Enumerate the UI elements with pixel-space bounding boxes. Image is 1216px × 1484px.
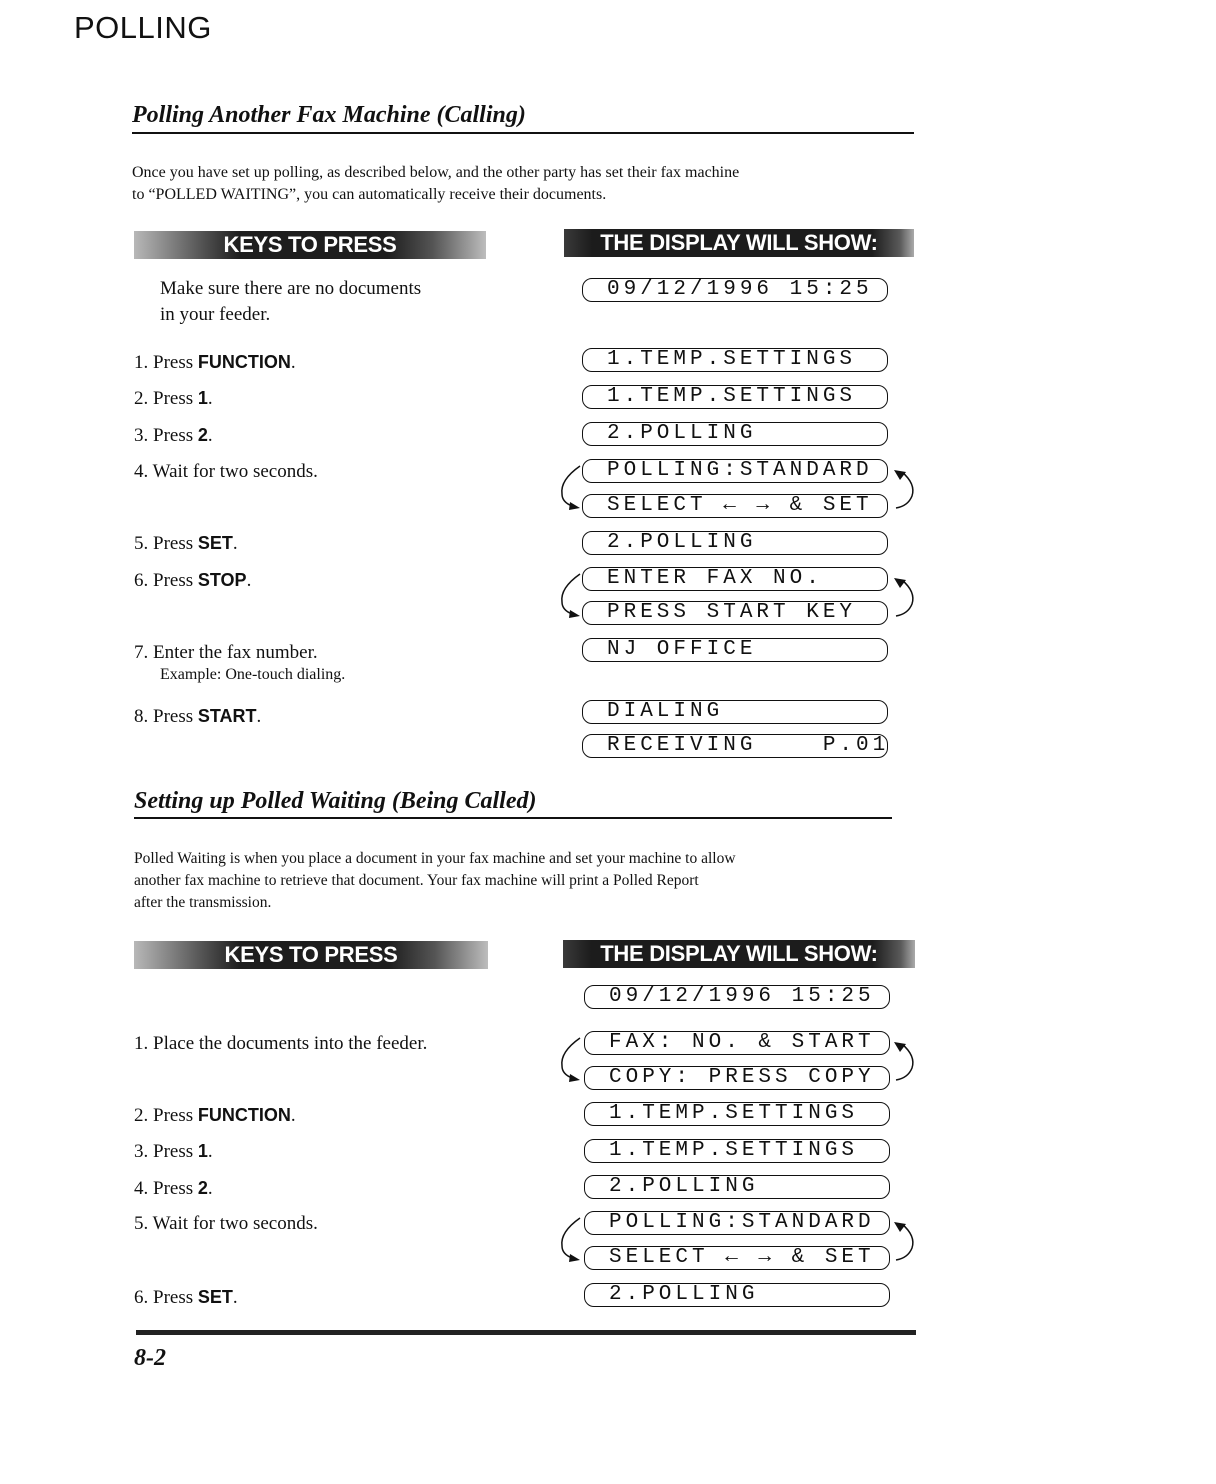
cycle-arrows-icon (550, 566, 930, 632)
step-end: . (207, 1178, 213, 1199)
step-key: 1 (197, 388, 208, 408)
step-number: 4. (134, 461, 149, 482)
keys-to-press-banner: KEYS TO PRESS (134, 231, 486, 259)
step (134, 1102, 296, 1129)
step-end: . (256, 706, 262, 727)
step-end: . (246, 570, 252, 591)
step-key: STOP (197, 570, 247, 590)
step-key: FUNCTION (197, 1105, 291, 1125)
step-text: Place the documents into the feeder. (153, 1033, 428, 1054)
step-text: Press (153, 352, 198, 373)
step-number: 1. (134, 352, 149, 373)
display-will-show-banner: THE DISPLAY WILL SHOW: (564, 229, 914, 257)
step-number: 7. (134, 642, 149, 663)
step-key: FUNCTION (197, 352, 291, 372)
lcd-display: POLLING:STANDARD (584, 1211, 890, 1235)
step-end: . (232, 533, 238, 554)
step-number: 2. (134, 388, 149, 409)
step-text: Press (153, 1287, 198, 1308)
lcd-display: ENTER FAX NO. (582, 567, 888, 591)
step-text: Press (153, 1178, 198, 1199)
section1-rule (132, 132, 914, 134)
lcd-display: DIALING (582, 700, 888, 724)
keys-to-press-banner: KEYS TO PRESS (134, 941, 488, 969)
intro-line: another fax machine to retrieve that document. Your fax machine will print a Polled Report (134, 872, 699, 889)
step-text: Enter the fax number. (153, 642, 318, 663)
step (134, 458, 318, 485)
lcd-display: NJ OFFICE (582, 638, 888, 662)
step-text: Press (153, 388, 198, 409)
lcd-display: FAX: NO. & START (584, 1031, 890, 1055)
step (134, 349, 296, 376)
lcd-display: 09/12/1996 15:25 (582, 278, 888, 302)
section2-intro (134, 848, 736, 914)
step-number: 3. (134, 1141, 149, 1162)
footer-rule (136, 1330, 916, 1335)
step-number: 6. (134, 1287, 149, 1308)
step (134, 385, 213, 412)
step-key: 2 (197, 1178, 208, 1198)
pre-step-note (160, 276, 421, 328)
step-number: 3. (134, 425, 149, 446)
step (134, 1175, 213, 1202)
lcd-display: 2.POLLING (584, 1175, 890, 1199)
step-key: SET (197, 533, 233, 553)
step-number: 5. (134, 1213, 149, 1234)
step-text: Press (153, 1141, 198, 1162)
pre-step-line: in your feeder. (160, 304, 271, 325)
step-number: 4. (134, 1178, 149, 1199)
step-key: 2 (197, 425, 208, 445)
lcd-display: 1.TEMP.SETTINGS (584, 1102, 890, 1126)
lcd-display: 09/12/1996 15:25 (584, 985, 890, 1009)
step-key: SET (197, 1287, 233, 1307)
intro-line: Once you have set up polling, as described below, and the other party has set their fax machine (132, 164, 740, 181)
step (134, 639, 318, 666)
step (134, 703, 261, 730)
step-number: 2. (134, 1105, 149, 1126)
lcd-display: 2.POLLING (584, 1283, 890, 1307)
step-text: Press (153, 1105, 198, 1126)
section2-title: Setting up Polled Waiting (Being Called) (134, 788, 537, 814)
section1-intro (132, 162, 739, 206)
step-note: Example: One-touch dialing. (160, 666, 346, 683)
step-text: Press (153, 533, 198, 554)
step-text: Wait for two seconds. (152, 1213, 318, 1234)
lcd-display: SELECT ← → & SET (582, 494, 888, 518)
step-text: Wait for two seconds. (152, 461, 318, 482)
step-end: . (290, 352, 296, 373)
step-number: 8. (134, 706, 149, 727)
lcd-display: 1.TEMP.SETTINGS (582, 348, 888, 372)
step-text: Press (153, 706, 198, 727)
lcd-display: RECEIVING P.01 (582, 734, 888, 758)
step-key: START (197, 706, 257, 726)
lcd-display: 1.TEMP.SETTINGS (582, 385, 888, 409)
step-end: . (232, 1287, 238, 1308)
step (134, 1210, 318, 1237)
step-text: Press (153, 570, 198, 591)
step (134, 422, 213, 449)
section1-title: Polling Another Fax Machine (Calling) (132, 102, 526, 128)
section2-rule (134, 817, 892, 819)
step-end: . (290, 1105, 296, 1126)
step (134, 1138, 213, 1165)
step-text: Press (153, 425, 198, 446)
step-end: . (207, 425, 213, 446)
lcd-display: COPY: PRESS COPY (584, 1066, 890, 1090)
page-number: 8-2 (134, 1345, 166, 1371)
cycle-arrows-icon (550, 458, 930, 524)
display-will-show-banner: THE DISPLAY WILL SHOW: (563, 940, 915, 968)
step-number: 1. (134, 1033, 149, 1054)
lcd-display: 1.TEMP.SETTINGS (584, 1139, 890, 1163)
intro-line: Polled Waiting is when you place a document in your fax machine and set your machine to allow (134, 850, 736, 867)
step-number: 5. (134, 533, 149, 554)
cycle-arrows-icon (550, 1030, 930, 1096)
step-end: . (207, 1141, 213, 1162)
intro-line: after the transmission. (134, 894, 272, 911)
intro-line: to “POLLED WAITING”, you can automatically receive their documents. (132, 186, 607, 203)
lcd-display: POLLING:STANDARD (582, 459, 888, 483)
step (134, 567, 251, 594)
lcd-display: PRESS START KEY (582, 601, 888, 625)
step-number: 6. (134, 570, 149, 591)
lcd-display: SELECT ← → & SET (584, 1246, 890, 1270)
step-key: 1 (197, 1141, 208, 1161)
step (134, 530, 238, 557)
pre-step-line: Make sure there are no documents (160, 278, 422, 299)
step (134, 1030, 427, 1057)
cycle-arrows-icon (550, 1210, 930, 1276)
lcd-display: 2.POLLING (582, 531, 888, 555)
chapter-title: POLLING (74, 10, 212, 45)
lcd-display: 2.POLLING (582, 422, 888, 446)
step-end: . (207, 388, 213, 409)
step (134, 1284, 238, 1311)
